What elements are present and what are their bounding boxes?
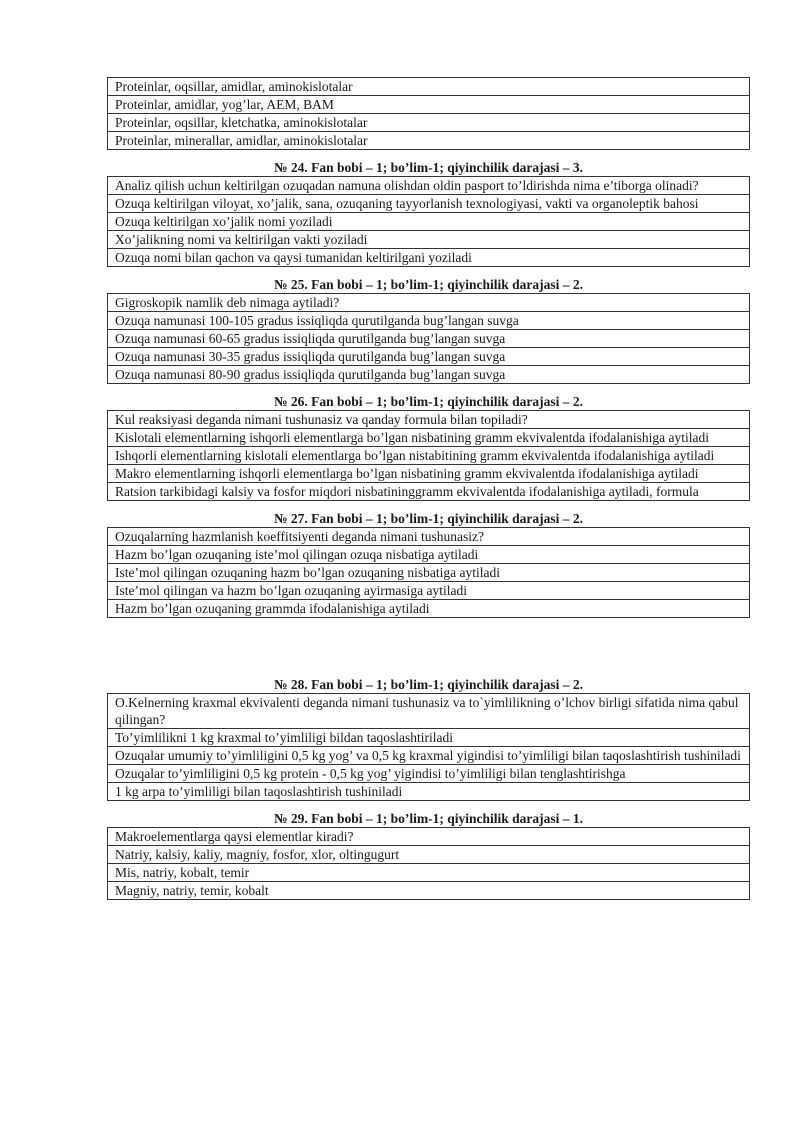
answer-cell: Hazm bo’lgan ozuqaning iste’mol qilingan ozuqa nisbatiga aytiladi	[108, 546, 750, 564]
table-row	[108, 366, 750, 384]
answer-cell: Ozuqa keltirilgan viloyat, xo’jalik, sana, ozuqaning tayyorlanish texnologiyasi, vakti va organoleptik bahosi	[108, 195, 750, 213]
answer-cell: Ozuqalar to’yimliligini 0,5 kg protein - 0,5 kg yog’ yigindisi to’yimliligi bilan tenglashtirishga	[108, 765, 750, 783]
table-row	[108, 78, 750, 96]
answer-cell: Mis, natriy, kobalt, temir	[108, 864, 750, 882]
table-row	[108, 114, 750, 132]
answer-cell: Hazm bo’lgan ozuqaning grammda ifodalanishiga aytiladi	[108, 600, 750, 618]
table-row	[108, 294, 750, 312]
table-row	[108, 96, 750, 114]
answer-cell: To’yimlilikni 1 kg kraxmal to’yimliligi bildan taqoslashtiriladi	[108, 729, 750, 747]
document-page	[107, 77, 750, 900]
table-row	[108, 729, 750, 747]
question-title-27: № 27. Fan bobi – 1; bo’lim-1; qiyinchilik darajasi – 2.	[273, 511, 584, 526]
question-cell: Analiz qilish uchun keltirilgan ozuqadan namuna olishdan oldin pasport to’ldirishda nima e’tiborga olinadi?	[108, 177, 750, 195]
question-cell: O.Kelnerning kraxmal ekvivalenti deganda nimani tushunasiz va to`yimlilikning o’lchov birligi sifatida nima qabul qilingan?	[108, 694, 750, 729]
answer-cell: Proteinlar, oqsillar, amidlar, aminokislotalar	[108, 78, 750, 96]
answer-cell: Ozuqa keltirilgan xo’jalik nomi yoziladi	[108, 213, 750, 231]
answer-cell: Makro elementlarning ishqorli elementlarga bo’lgan nisbatining gramm ekvivalentda ifodalanishiga aytiladi	[108, 465, 750, 483]
answer-cell: Ishqorli elementlarning kislotali elementlarga bo’lgan nistabitining gramm ekvivalentda ifodalanishiga aytiladi	[108, 447, 750, 465]
answer-cell: Proteinlar, amidlar, yog’lar, AEM, BAM	[108, 96, 750, 114]
table-row	[108, 213, 750, 231]
table-row	[108, 828, 750, 846]
table-row	[108, 249, 750, 267]
answer-cell: Natriy, kalsiy, kaliy, magniy, fosfor, xlor, oltingugurt	[108, 846, 750, 864]
answer-cell: Proteinlar, oqsillar, kletchatka, aminokislotalar	[108, 114, 750, 132]
table-row	[108, 447, 750, 465]
table-row	[108, 864, 750, 882]
table-row	[108, 564, 750, 582]
table-row	[108, 465, 750, 483]
answers-table-q23	[107, 77, 750, 150]
table-row	[108, 582, 750, 600]
table-row	[108, 765, 750, 783]
question-table-26	[107, 410, 750, 501]
question-table-27	[107, 527, 750, 618]
table-row	[108, 348, 750, 366]
table-row	[108, 429, 750, 447]
table-row	[108, 783, 750, 801]
answer-cell: Ozuqalar umumiy to’yimliligini 0,5 kg yog’ va 0,5 kg kraxmal yigindisi to’yimliligi bilan taqoslashtirish tushiniladi	[108, 747, 750, 765]
answer-cell: Magniy, natriy, temir, kobalt	[108, 882, 750, 900]
answer-cell: 1 kg arpa to’yimliligi bilan taqoslashtirish tushiniladi	[108, 783, 750, 801]
table-row	[108, 177, 750, 195]
table-row	[108, 747, 750, 765]
question-table-24	[107, 176, 750, 267]
answer-cell: Ratsion tarkibidagi kalsiy va fosfor miqdori nisbatininggramm ekvivalentda ifodalanishiga aytiladi, formula	[108, 483, 750, 501]
table-row	[108, 694, 750, 729]
question-title-24: № 24. Fan bobi – 1; bo’lim-1; qiyinchilik darajasi – 3.	[273, 160, 584, 175]
question-cell: Ozuqalarning hazmlanish koeffitsiyenti deganda nimani tushunasiz?	[108, 528, 750, 546]
question-cell: Makroelementlarga qaysi elementlar kiradi?	[108, 828, 750, 846]
answer-cell: Ozuqa nomi bilan qachon va qaysi tumanidan keltirilgani yoziladi	[108, 249, 750, 267]
answer-cell: Ozuqa namunasi 80-90 gradus issiqliqda qurutilganda bug’langan suvga	[108, 366, 750, 384]
answer-cell: Ozuqa namunasi 60-65 gradus issiqliqda qurutilganda bug’langan suvga	[108, 330, 750, 348]
answer-cell: Ozuqa namunasi 100-105 gradus issiqliqda qurutilganda bug’langan suvga	[108, 312, 750, 330]
question-title-25: № 25. Fan bobi – 1; bo’lim-1; qiyinchilik darajasi – 2.	[273, 277, 584, 292]
table-row	[108, 483, 750, 501]
answer-cell: Proteinlar, minerallar, amidlar, aminokislotalar	[108, 132, 750, 150]
table-row	[108, 600, 750, 618]
question-cell: Kul reaksiyasi deganda nimani tushunasiz va qanday formula bilan topiladi?	[108, 411, 750, 429]
question-cell: Gigroskopik namlik deb nimaga aytiladi?	[108, 294, 750, 312]
question-title-29: № 29. Fan bobi – 1; bo’lim-1; qiyinchilik darajasi – 1.	[273, 811, 584, 826]
table-row	[108, 528, 750, 546]
table-row	[108, 132, 750, 150]
table-row	[108, 195, 750, 213]
table-row	[108, 546, 750, 564]
table-row	[108, 882, 750, 900]
question-table-25	[107, 293, 750, 384]
question-table-29	[107, 827, 750, 900]
answer-cell: Iste’mol qilingan ozuqaning hazm bo’lgan ozuqaning nisbatiga aytiladi	[108, 564, 750, 582]
question-title-26: № 26. Fan bobi – 1; bo’lim-1; qiyinchilik darajasi – 2.	[273, 394, 584, 409]
table-row	[108, 846, 750, 864]
table-row	[108, 312, 750, 330]
table-row	[108, 231, 750, 249]
answer-cell: Ozuqa namunasi 30-35 gradus issiqliqda qurutilganda bug’langan suvga	[108, 348, 750, 366]
answer-cell: Xo’jalikning nomi va keltirilgan vakti yoziladi	[108, 231, 750, 249]
question-title-28: № 28. Fan bobi – 1; bo’lim-1; qiyinchilik darajasi – 2.	[273, 677, 584, 692]
answer-cell: Kislotali elementlarning ishqorli elementlarga bo’lgan nisbatining gramm ekvivalentda ifodalanishiga aytiladi	[108, 429, 750, 447]
question-table-28	[107, 693, 750, 801]
answer-cell: Iste’mol qilingan va hazm bo’lgan ozuqaning ayirmasiga aytiladi	[108, 582, 750, 600]
table-row	[108, 411, 750, 429]
table-row	[108, 330, 750, 348]
